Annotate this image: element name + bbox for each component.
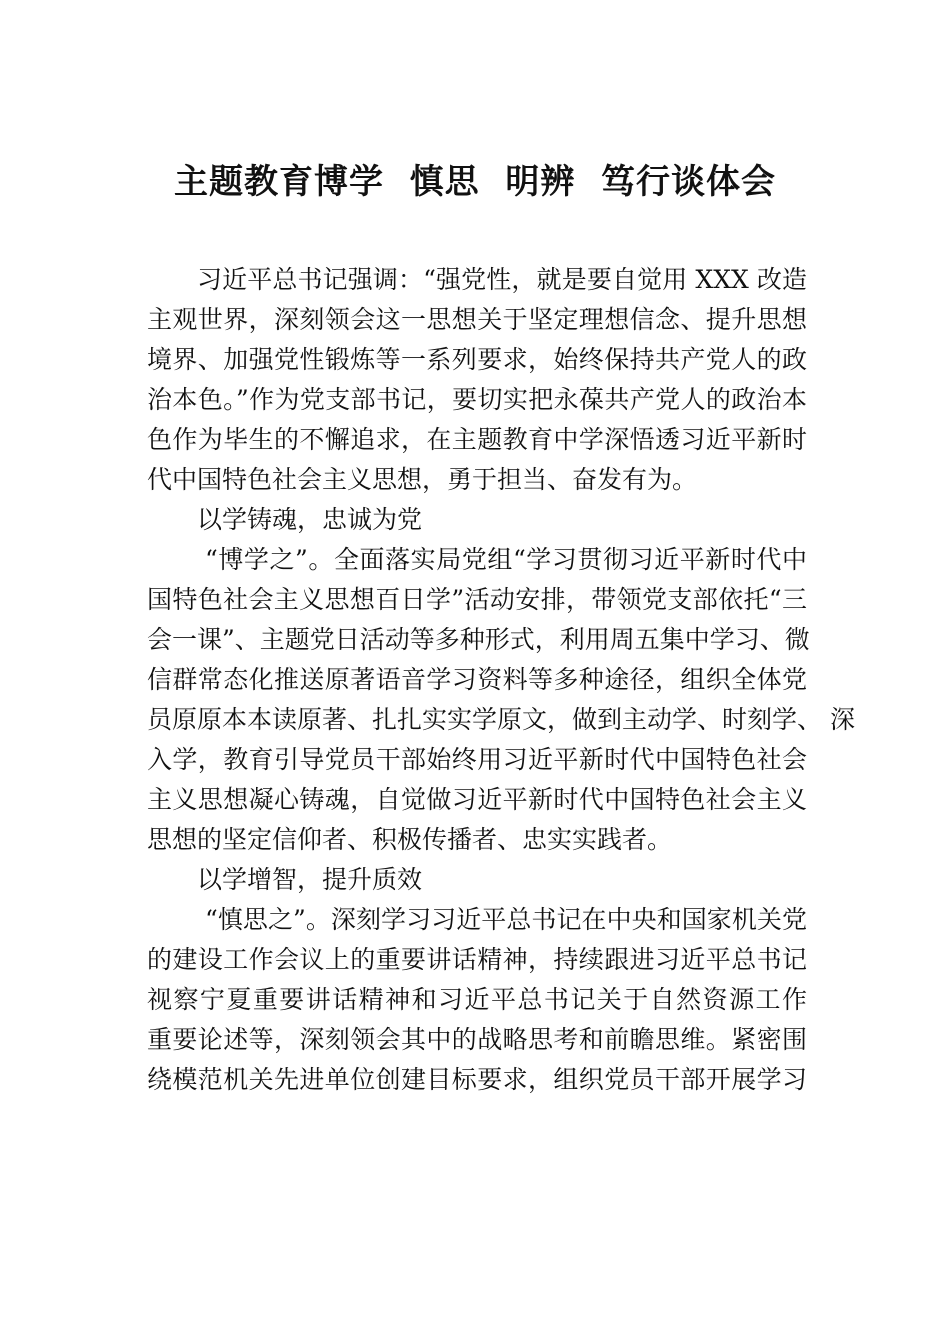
section-heading: 以学铸魂，忠诚为党 (197, 505, 423, 534)
paragraph-line: 代中国特色社会主义思想，勇于担当、奋发有为。 (147, 465, 698, 494)
paragraph-line: 治本色。”作为党支部书记，要切实把永葆共产党人的政治本 (147, 385, 807, 414)
paragraph-line: 习近平总书记强调：“强党性，就是要自觉用 XXX 改造 (197, 265, 807, 294)
document-title: 主题教育博学 慎思 明辨 笃行谈体会 (173, 162, 777, 202)
paragraph-line: 主义思想凝心铸魂，自觉做习近平新时代中国特色社会主义 (147, 785, 807, 814)
paragraph-line: 入学，教育引导党员干部始终用习近平新时代中国特色社会 (147, 745, 807, 774)
document-body (147, 260, 855, 1100)
paragraph-line: “博学之”。全面落实局党组“学习贯彻习近平新时代中 (205, 545, 807, 574)
paragraph-line: 绕模范机关先进单位创建目标要求，组织党员干部开展学习 (147, 1065, 807, 1094)
paragraph-line: 重要论述等，深刻领会其中的战略思考和前瞻思维。紧密围 (147, 1025, 807, 1054)
paragraph-line: 主观世界，深刻领会这一思想关于坚定理想信念、提升思想 (147, 305, 807, 334)
section-heading: 以学增智，提升质效 (197, 865, 423, 894)
paragraph-line: 思想的坚定信仰者、积极传播者、忠实实践者。 (147, 825, 673, 854)
paragraph-line: 视察宁夏重要讲话精神和习近平总书记关于自然资源工作 (147, 985, 807, 1014)
paragraph-line: “慎思之”。深刻学习习近平总书记在中央和国家机关党 (205, 905, 807, 934)
paragraph-line: 的建设工作会议上的重要讲话精神，持续跟进习近平总书记 (147, 945, 807, 974)
paragraph-line: 会一课”、主题党日活动等多种形式，利用周五集中学习、微 (147, 625, 810, 654)
paragraph-line: 国特色社会主义思想百日学”活动安排，带领党支部依托“三 (147, 585, 807, 614)
paragraph-line: 色作为毕生的不懈追求，在主题教育中学深悟透习近平新时 (147, 425, 807, 454)
paragraph-line: 员原原本本读原著、扎扎实实学原文，做到主动学、时刻学、 深 (147, 705, 855, 734)
paragraph-line: 信群常态化推送原著语音学习资料等多种途径，组织全体党 (147, 665, 807, 694)
paragraph-line: 境界、加强党性锻炼等一系列要求，始终保持共产党人的政 (147, 345, 807, 374)
